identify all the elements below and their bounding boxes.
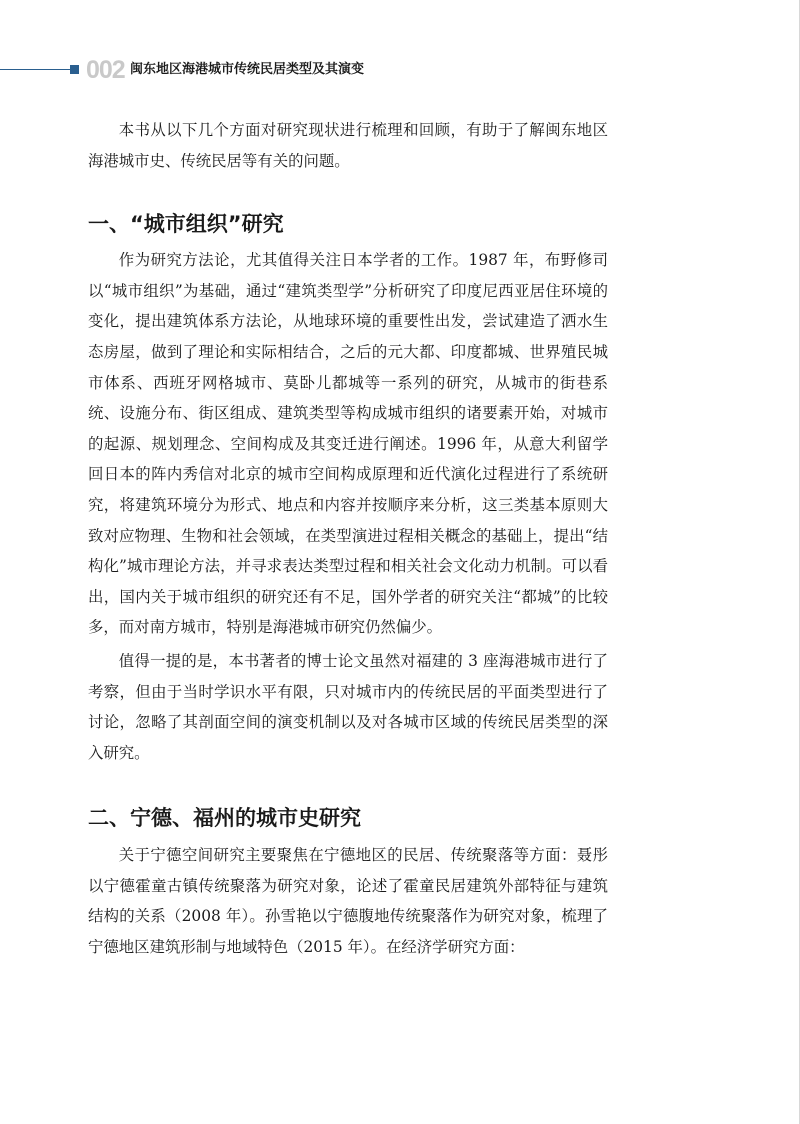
main-content (88, 115, 608, 963)
running-title: 闽东地区海港城市传统民居类型及其演变 (130, 62, 365, 77)
page-number: 002 (86, 56, 125, 84)
section-2-paragraph-1: 关于宁德空间研究主要聚焦在宁德地区的民居、传统聚落等方面：聂彤以宁德霍童古镇传统聚落为研究对象，论述了霍童民居建筑外部特征与建筑结构的关系（2008 年）。孙雪艳以宁德腹地传统聚落作为研究对象，梳理了宁德地区建筑形制与地域特色（2015 年）。在经济学研究方面： (88, 846, 608, 957)
page-header (0, 54, 800, 86)
section-1-title: 一、“城市组织”研究 (88, 212, 284, 237)
intro-paragraph: 本书从以下几个方面对研究现状进行梳理和回顾，有助于了解闽东地区海港城市史、传统民居等有关的问题。 (88, 121, 608, 170)
section-1-paragraph-2: 值得一提的是，本书著者的博士论文虽然对福建的 3 座海港城市进行了考察，但由于当时学识水平有限，只对城市内的传统民居的平面类型进行了讨论，忽略了其剖面空间的演变机制以及对各城市区域的传统民居类型的深入研究。 (88, 651, 608, 762)
header-rule (0, 69, 70, 70)
section-1-paragraph-1: 作为研究方法论，尤其值得关注日本学者的工作。1987 年，布野修司以“城市组织”为基础，通过“建筑类型学”分析研究了印度尼西亚居住环境的变化，提出建筑体系方法论，从地球环境的重要性出发，尝试建造了洒水生态房屋，做到了理论和实际相结合，之后的元大都、印度都城、世界殖民城市体系、西班牙网格城市、莫卧儿都城等一系列的研究，从城市的街巷系统、设施分布、街区组成、建筑类型等构成城市组织的诸要素开始，对城市的起源、规划理念、空间构成及其变迁进行阐述。1996 年，从意大利留学回日本的阵内秀信对北京的城市空间构成原理和近代演化过程进行了系统研究，将建筑环境分为形式、地点和内容并按顺序来分析，这三类基本原则大致对应物理、生物和社会领域，在类型演进过程相关概念的基础上，提出“结构化”城市理论方法，并寻求表达类型过程和相关社会文化动力机制。可以看出，国内关于城市组织的研究还有不足，国外学者的研究关注“都城”的比较多，而对南方城市，特别是海港城市研究仍然偏少。 (88, 251, 608, 637)
section-2-title: 二、宁德、福州的城市史研究 (88, 806, 361, 831)
header-square-marker (70, 65, 79, 74)
